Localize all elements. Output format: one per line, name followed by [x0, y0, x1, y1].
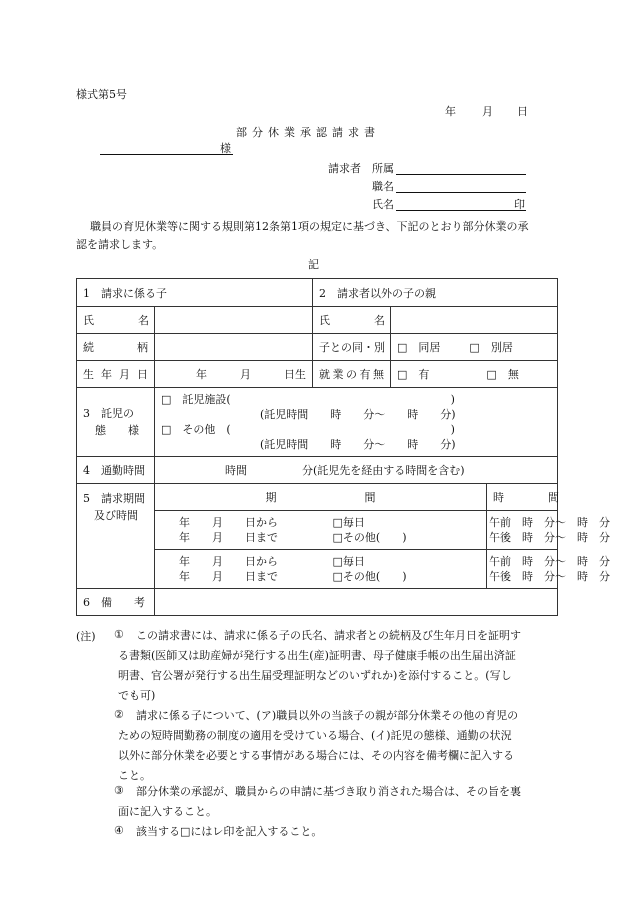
note-2-line-3: 以外に部分休業を必要とする事情がある場合には、その内容を備考欄に記入する — [118, 749, 514, 762]
cohabit-options — [391, 334, 558, 361]
period-pm-time-1[interactable]: 午後 時 分～ 時 分 — [489, 531, 611, 544]
cohabit-label: 子との同・別 — [313, 334, 391, 361]
date-day-label: 日 — [517, 105, 528, 118]
period-daily-checkbox-1[interactable]: □毎日 — [332, 516, 365, 529]
note-1-line-4: でも可) — [118, 689, 156, 702]
note-2-number: ② — [114, 708, 124, 721]
childcare-label-line-2: 態 様 — [95, 424, 139, 437]
employment-checkbox-no[interactable]: □ 無 — [486, 368, 519, 381]
child-name-label: 氏 名 — [77, 307, 155, 334]
period-dates-1[interactable] — [155, 511, 313, 550]
commute-field[interactable]: 時間 分(託児先を経由する時間を含む) — [155, 457, 558, 484]
note-1-line-2: る書類(医師又は助産婦が発行する出生(産)証明書、母子健康手帳の出生届出済証 — [118, 649, 516, 662]
period-days-1[interactable] — [313, 511, 487, 550]
form-number: 様式第5号 — [76, 88, 127, 101]
remarks-label: 6 備 考 — [77, 589, 155, 616]
request-form-table — [76, 278, 611, 616]
note-4-line-1: 該当する□にはレ印を記入すること。 — [136, 825, 323, 838]
note-2 — [118, 706, 519, 786]
date-month-label: 月 — [482, 105, 493, 118]
addressee-line — [100, 154, 233, 155]
employment-checkbox-yes[interactable]: □ 有 — [397, 368, 430, 381]
period-pm-time-2[interactable]: 午後 時 分～ 時 分 — [489, 570, 611, 583]
page-title: 部分休業承認請求書 — [236, 126, 380, 139]
period-dates-2[interactable] — [155, 550, 313, 589]
section-other-parent-header: 2 請求者以外の子の親 — [313, 279, 558, 307]
remarks-field[interactable] — [155, 589, 558, 616]
notes-prefix: (注) — [76, 630, 96, 643]
note-4 — [136, 822, 322, 842]
cohabit-checkbox-same[interactable]: □ 同居 — [397, 341, 441, 354]
period-start-2[interactable]: 年 月 日から — [179, 555, 278, 568]
note-3-line-1: 部分休業の承認が、職員からの申請に基づき取り消された場合は、その旨を裏 — [136, 785, 521, 798]
cohabit-checkbox-separate[interactable]: □ 別居 — [469, 341, 513, 354]
birthdate-field[interactable]: 年 月 日生 — [155, 361, 313, 388]
period-am-time-1[interactable]: 午前 時 分～ 時 分 — [489, 516, 611, 529]
position-label: 職名 — [372, 180, 394, 193]
childcare-details[interactable] — [155, 388, 558, 457]
period-daily-checkbox-2[interactable]: □毎日 — [332, 555, 365, 568]
time-header: 時 間 — [487, 484, 558, 511]
parent-name-label: 氏 名 — [313, 307, 391, 334]
childcare-facility-line[interactable]: □ 託児施設( ) — [161, 393, 455, 406]
note-3-line-2: 面に記入すること。 — [118, 805, 217, 818]
name-line — [396, 210, 526, 211]
childcare-label-line-1: 3 託児の — [83, 407, 134, 420]
child-name-field[interactable] — [155, 307, 313, 334]
relation-label: 続 柄 — [77, 334, 155, 361]
period-end-1[interactable]: 年 月 日まで — [179, 531, 278, 544]
note-1-line-1: この請求書には、請求に係る子の氏名、請求者との続柄及び生年月日を証明す — [136, 629, 521, 642]
note-3-number: ③ — [114, 784, 124, 797]
relation-field[interactable] — [155, 334, 313, 361]
employment-label: 就業の有無 — [313, 361, 391, 388]
childcare-facility-time-line: (託児時間 時 分～ 時 分) — [161, 408, 456, 421]
position-line — [396, 192, 526, 193]
affiliation-line — [396, 174, 526, 175]
section-child-header: 1 請求に係る子 — [77, 279, 313, 307]
period-label-line-1: 5 請求期間 — [83, 492, 145, 505]
commute-label: 4 通勤時間 — [77, 457, 155, 484]
period-end-2[interactable]: 年 月 日まで — [179, 570, 278, 583]
period-times-2[interactable] — [487, 550, 611, 589]
childcare-other-line[interactable]: □ その他 ( ) — [161, 423, 455, 436]
note-1-line-3: 明書、官公署が発行する出生届受理証明などのいずれか)を添付すること。(写し — [118, 669, 512, 682]
birthdate-label: 生年月日 — [77, 361, 155, 388]
period-header: 期 間 — [155, 484, 487, 511]
affiliation-label: 所属 — [372, 162, 394, 175]
period-other-checkbox-2[interactable]: □その他( ) — [332, 570, 407, 583]
period-other-checkbox-1[interactable]: □その他( ) — [332, 531, 407, 544]
body-text-line-1: 職員の育児休業等に関する規則第12条第1項の規定に基づき、下記のとおり部分休業の承 — [90, 220, 529, 233]
period-label-line-2: 及び時間 — [83, 509, 138, 522]
note-2-line-2: ための短時間勤務の制度の適用を受けている場合、(イ)託児の態様、通勤の状況 — [118, 729, 512, 742]
period-label — [77, 484, 155, 589]
note-2-line-4: こと。 — [118, 769, 151, 782]
childcare-label — [77, 388, 155, 457]
seal-label: 印 — [514, 198, 525, 211]
date-year-label: 年 — [445, 105, 456, 118]
period-start-1[interactable]: 年 月 日から — [179, 516, 278, 529]
note-4-number: ④ — [114, 824, 124, 837]
note-1 — [118, 626, 521, 706]
employment-options — [391, 361, 558, 388]
period-am-time-2[interactable]: 午前 時 分～ 時 分 — [489, 555, 611, 568]
body-text-line-2: 認を請求します。 — [76, 238, 164, 251]
parent-name-field[interactable] — [391, 307, 558, 334]
childcare-other-time-line: (託児時間 時 分～ 時 分) — [161, 438, 456, 451]
ki-label: 記 — [308, 258, 319, 271]
note-1-number: ① — [114, 628, 124, 641]
requester-label: 請求者 — [328, 162, 361, 175]
name-label: 氏名 — [372, 198, 394, 211]
note-2-line-1: 請求に係る子について、(ア)職員以外の当該子の親が部分休業その他の育児の — [136, 709, 519, 722]
period-days-2[interactable] — [313, 550, 487, 589]
addressee-suffix: 様 — [220, 142, 231, 155]
note-3 — [118, 782, 521, 822]
period-times-1[interactable] — [487, 511, 611, 550]
